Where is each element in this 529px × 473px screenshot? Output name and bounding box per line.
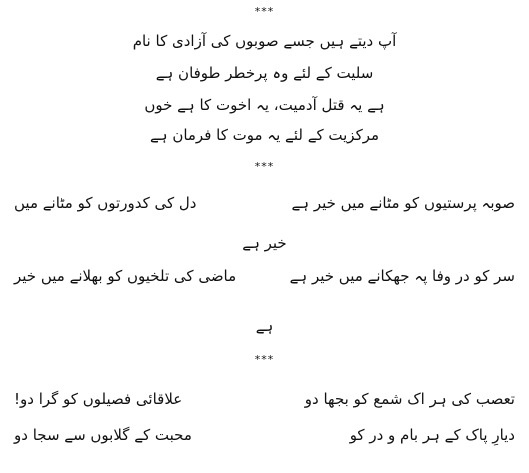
stanza-separator: *** — [254, 5, 275, 18]
stanza2-middle: خیر ہے — [242, 234, 287, 252]
stanza1-line-2: سلیت کے لئے وہ پرخطر طوفان ہے — [155, 64, 374, 82]
stanza2-end: ہے — [255, 317, 274, 335]
stanza1-line-3: ہے یہ قتل آدمیت، یہ اخوت کا ہے خوں — [144, 96, 385, 114]
stanza-separator: *** — [254, 160, 275, 173]
stanza1-line-1: آپ دیتے ہیں جسے صوبوں کی آزادی کا نام — [132, 32, 397, 50]
stanza1-line-4: مرکزیت کے لئے یہ موت کا فرمان ہے — [149, 126, 380, 144]
stanza3-row1-right: تعصب کی ہر اک شمع کو بجھا دو — [304, 390, 515, 408]
stanza2-row2-left: ماضی کی تلخیوں کو بھلانے میں خیر — [14, 267, 237, 285]
stanza2-row1-left: دل کی کدورتوں کو مٹانے میں — [14, 194, 197, 212]
stanza2-row1-right: صوبہ پرستیوں کو مٹانے میں خیر ہے — [291, 194, 515, 212]
stanza3-row1-left: علاقائی فصیلوں کو گرا دو! — [14, 390, 183, 408]
stanza-separator: *** — [254, 353, 275, 366]
stanza2-row2-right: سر کو در وفا پہ جھکانے میں خیر ہے — [289, 267, 515, 285]
stanza3-row2-left: محبت کے گلابوں سے سجا دو — [14, 426, 192, 444]
stanza3-row2-right: دیارِ پاک کے ہر بام و در کو — [349, 426, 515, 444]
